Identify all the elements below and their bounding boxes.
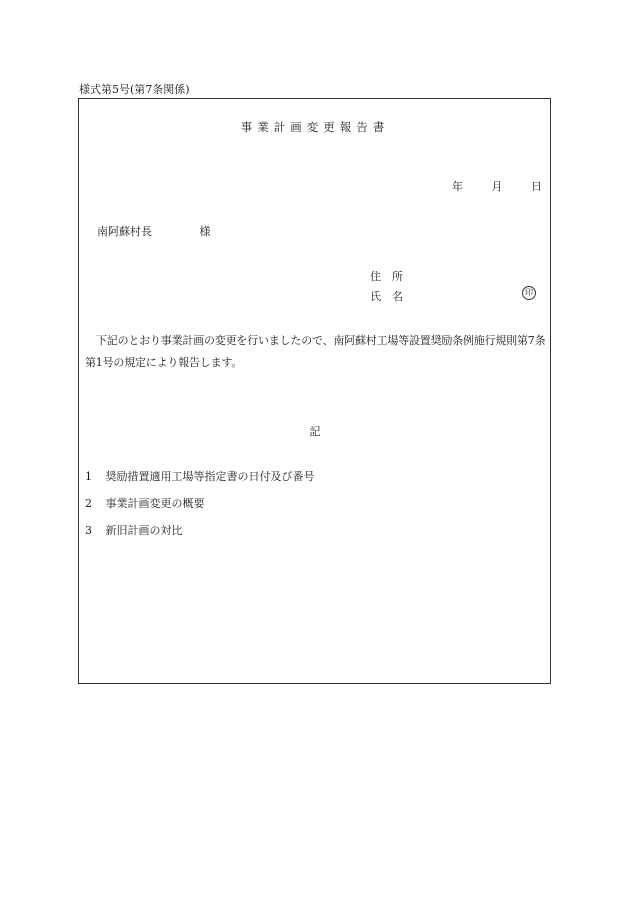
list-item [85,495,315,522]
item-number: 2 [85,497,92,510]
addressee-name: 南阿蘇村長 [97,225,152,238]
list-item [85,468,315,495]
addressee-honorific: 様 [199,225,211,238]
item-list [85,468,315,549]
item-text: 事業計画変更の概要 [105,497,205,510]
date-line [452,178,542,194]
date-month: 月 [491,180,503,193]
item-text: 奨励措置適用工場等指定書の日付及び番号 [105,470,315,483]
date-year: 年 [452,180,463,193]
date-day: 日 [531,180,542,193]
item-text: 新旧計画の対比 [105,524,183,537]
form-number: 様式第5号(第7条関係) [79,83,190,96]
body-paragraph: 下記のとおり事業計画の変更を行いましたので、南阿蘇村工場等設置奨励条例施行規則第7条第1号の規定により報告します。 [85,334,546,369]
addressee [97,223,211,239]
list-item [85,522,315,549]
name-label: 氏 名 [370,290,403,303]
item-number: 3 [85,524,92,537]
address-label: 住 所 [370,270,403,283]
seal-mark: 印 [522,286,536,300]
document-title: 事業計画変更報告書 [240,120,390,134]
item-number: 1 [85,470,92,483]
ki-heading: 記 [309,425,321,438]
